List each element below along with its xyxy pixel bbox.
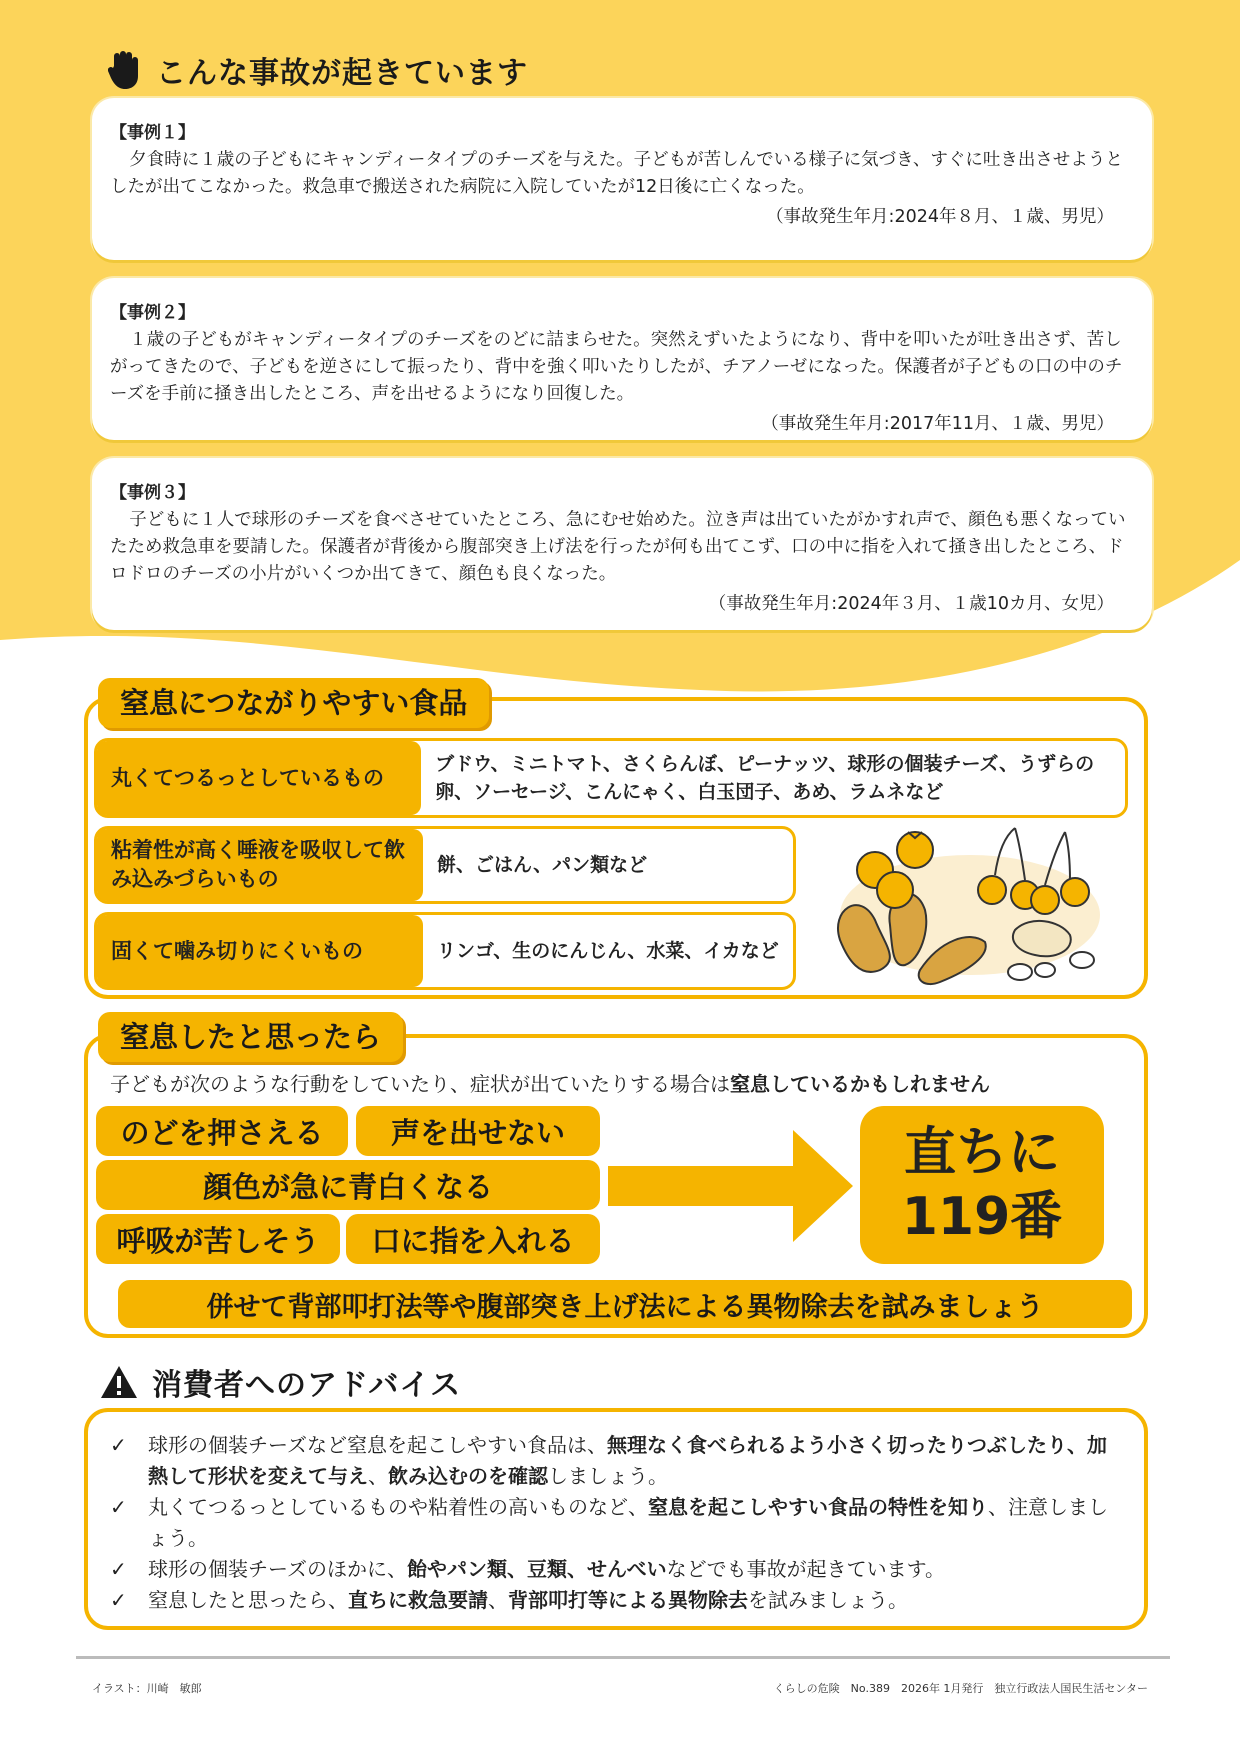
warning-icon [100,1365,138,1399]
food-illustration [820,820,1110,990]
case-body: 夕食時に１歳の子どもにキャンディータイプのチーズを与えた。子どもが苦しんでいる様子に気づき、すぐに吐き出させようとしたが出てこなかった。救急車で搬送された病院に入院していたが12日後に亡くなった。 [110,150,1123,197]
case-body: １歳の子どもがキャンディータイプのチーズをのどに詰まらせた。突然えずいたようになり、背中を叩いたが吐き出さず、苦しがってきたので、子どもを逆さにして振ったり、背中を強く叩いたりしたが、チアノーゼになった。保護者が子どもの口の中のチーズを手前に掻き出したところ、声を出せるようになり回復した。 [110,330,1123,404]
case-card-3 [92,458,1152,630]
footer-publication: くらしの危険 No.389 2026年 1月発行 独立行政法人国民生活センター [773,1682,1148,1695]
checkmark-icon: ✓ [110,1495,127,1519]
advice-title: 消費者へのアドバイス [152,1368,462,1403]
footer-divider [76,1656,1170,1659]
call-119-line1: 直ちに [903,1123,1060,1183]
food-row-label: 固くて噛み切りにくいもの [97,915,423,987]
case-card-1 [92,98,1152,260]
case-title: 【事例１】 [110,123,195,143]
case-meta: （事故発生年月:2024年３月、１歳10カ月、女児） [708,594,1114,614]
sign-pill: 口に指を入れる [346,1214,600,1264]
choking-intro [110,1068,990,1097]
page-title: こんな事故が起きています [156,56,528,91]
food-row-items: ブドウ、ミニトマト、さくらんぼ、ピーナッツ、球形の個装チーズ、うずらの卵、ソーセージ、こんにゃく、白玉団子、あめ、ラムネなど [435,753,1095,803]
case-meta: （事故発生年月:2017年11月、１歳、男児） [761,414,1114,434]
call-119-line2: 119番 [901,1187,1063,1247]
foods-section-title: 窒息につながりやすい食品 [98,678,489,728]
choking-intro-text: 子どもが次のような行動をしていたり、症状が出ていたりする場合は [110,1072,730,1096]
sign-pill: 呼吸が苦しそう [96,1214,340,1264]
checkmark-icon: ✓ [110,1433,127,1457]
call-119-box [860,1106,1104,1264]
advice-item [110,1585,1120,1616]
checkmark-icon: ✓ [110,1557,127,1581]
footer-credit: イラスト：川崎 敏郎 [92,1682,202,1695]
sign-pill: 顔色が急に青白くなる [96,1160,600,1210]
advice-text: 丸くてつるっとしているものや粘着性の高いものなど、窒息を起こしやすい食品の特性を知り、注意しましょう。 [148,1495,1108,1550]
case-meta: （事故発生年月:2024年８月、１歳、男児） [766,207,1114,227]
stop-hand-icon [108,50,142,90]
food-row-label: 丸くてつるっとしているもの [97,741,421,815]
advice-text: 球形の個装チーズなど窒息を起こしやすい食品は、無理なく食べられるよう小さく切ったりつぶしたり、加熱して形状を変えて与え、飲み込むのを確認しましょう。 [148,1433,1107,1488]
sign-pill: のどを押さえる [96,1106,348,1156]
food-row-label: 粘着性が高く唾液を吸収して飲み込みづらいもの [97,829,423,901]
advice-item [110,1492,1120,1554]
advice-section [84,1408,1148,1630]
checkmark-icon: ✓ [110,1588,127,1612]
food-row-items: リンゴ、生のにんじん、水菜、イカなど [437,940,779,962]
advice-text: 球形の個装チーズのほかに、飴やパン類、豆類、せんべいなどでも事故が起きています。 [148,1557,946,1581]
food-row-hard [94,912,796,990]
advice-item [110,1430,1120,1492]
arrow-right-icon [608,1130,858,1242]
section-header-accidents [108,48,528,92]
section-header-advice [100,1360,461,1404]
food-row-items: 餅、ごはん、パン類など [437,854,648,876]
advice-item [110,1554,1120,1585]
advice-text: 窒息したと思ったら、直ちに救急要請、背部叩打等による異物除去を試みましょう。 [148,1588,908,1612]
choking-intro-bold: 窒息しているかもしれません [730,1072,990,1096]
case-title: 【事例３】 [110,483,195,503]
removal-banner: 併せて背部叩打法等や腹部突き上げ法による異物除去を試みましょう [118,1280,1132,1328]
food-row-round [94,738,1128,818]
sign-pill: 声を出せない [356,1106,600,1156]
choking-section-title: 窒息したと思ったら [98,1012,403,1062]
case-title: 【事例２】 [110,303,195,323]
food-row-sticky [94,826,796,904]
case-body: 子どもに１人で球形のチーズを食べさせていたところ、急にむせ始めた。泣き声は出ていたがかすれ声で、顔色も悪くなっていたため救急車を要請した。保護者が背後から腹部突き上げ法を行ったが何も出てこず、口の中に指を入れて掻き出したところ、ドロドロのチーズの小片がいくつか出てきて、顔色も良くなった。 [110,510,1126,584]
case-card-2 [92,278,1152,440]
